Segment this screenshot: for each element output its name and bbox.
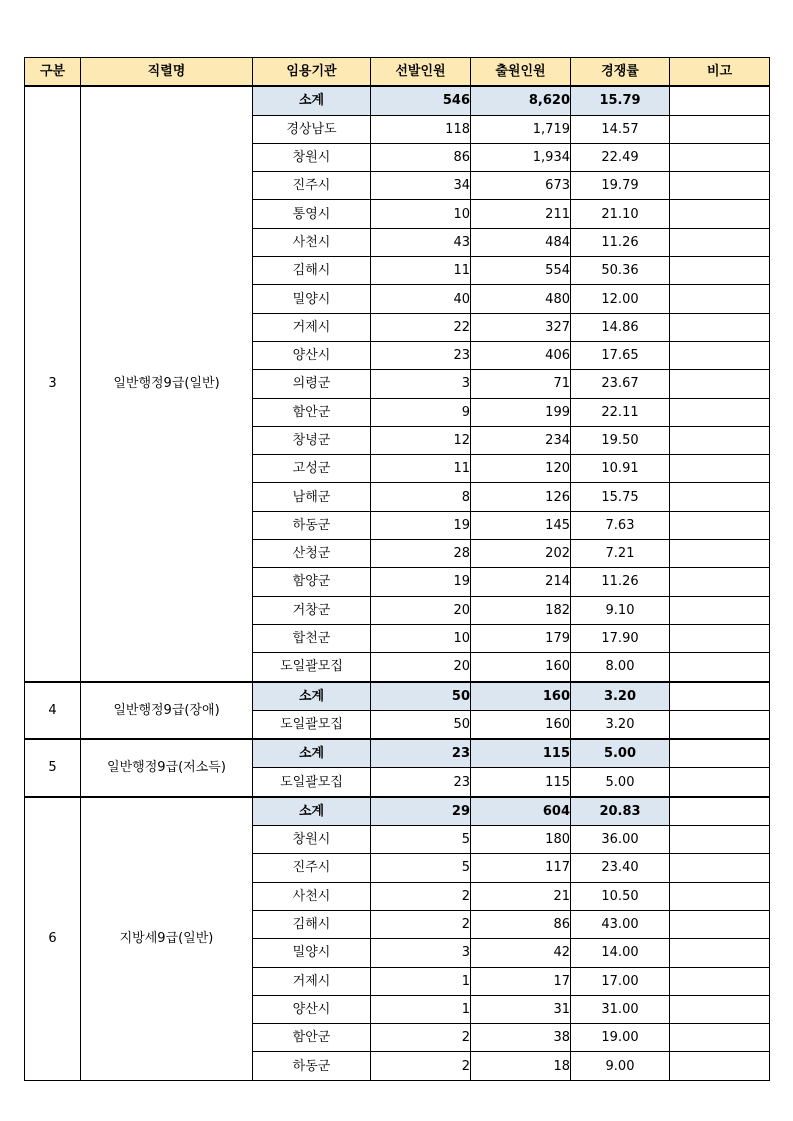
remarks-cell bbox=[670, 739, 770, 768]
selected-count-cell: 29 bbox=[371, 797, 471, 826]
applicant-count-cell: 1,934 bbox=[471, 143, 571, 171]
applicant-count-cell: 17 bbox=[471, 967, 571, 995]
competition-rate-cell: 19.00 bbox=[571, 1024, 670, 1052]
category-number: 6 bbox=[25, 797, 81, 1080]
applicant-count-cell: 199 bbox=[471, 398, 571, 426]
applicant-count-cell: 8,620 bbox=[471, 86, 571, 115]
selected-count-cell: 11 bbox=[371, 257, 471, 285]
remarks-cell bbox=[670, 596, 770, 624]
selected-count-cell: 50 bbox=[371, 710, 471, 739]
applicant-count-cell: 115 bbox=[471, 739, 571, 768]
applicant-count-cell: 145 bbox=[471, 511, 571, 539]
recruitment-table bbox=[24, 57, 770, 1081]
applicant-count-cell: 202 bbox=[471, 540, 571, 568]
selected-count-cell: 19 bbox=[371, 568, 471, 596]
remarks-cell bbox=[670, 86, 770, 115]
remarks-cell bbox=[670, 115, 770, 143]
applicant-count-cell: 406 bbox=[471, 341, 571, 369]
remarks-cell bbox=[670, 540, 770, 568]
remarks-cell bbox=[670, 768, 770, 797]
remarks-cell bbox=[670, 426, 770, 454]
remarks-cell bbox=[670, 995, 770, 1023]
remarks-cell bbox=[670, 682, 770, 711]
agency-cell: 사천시 bbox=[253, 882, 371, 910]
header-row bbox=[25, 58, 770, 87]
remarks-cell bbox=[670, 624, 770, 652]
agency-cell: 거제시 bbox=[253, 313, 371, 341]
selected-count-cell: 11 bbox=[371, 455, 471, 483]
applicant-count-cell: 160 bbox=[471, 710, 571, 739]
competition-rate-cell: 19.50 bbox=[571, 426, 670, 454]
selected-count-cell: 19 bbox=[371, 511, 471, 539]
selected-count-cell: 2 bbox=[371, 910, 471, 938]
remarks-cell bbox=[670, 882, 770, 910]
remarks-cell bbox=[670, 910, 770, 938]
selected-count-cell: 8 bbox=[371, 483, 471, 511]
competition-rate-cell: 17.90 bbox=[571, 624, 670, 652]
competition-rate-cell: 14.00 bbox=[571, 939, 670, 967]
agency-cell: 합천군 bbox=[253, 624, 371, 652]
remarks-cell bbox=[670, 854, 770, 882]
selected-count-cell: 20 bbox=[371, 596, 471, 624]
agency-cell: 거창군 bbox=[253, 596, 371, 624]
selected-count-cell: 23 bbox=[371, 739, 471, 768]
remarks-cell bbox=[670, 1052, 770, 1080]
agency-cell: 사천시 bbox=[253, 228, 371, 256]
competition-rate-cell: 12.00 bbox=[571, 285, 670, 313]
competition-rate-cell: 17.00 bbox=[571, 967, 670, 995]
applicant-count-cell: 126 bbox=[471, 483, 571, 511]
remarks-cell bbox=[670, 370, 770, 398]
agency-cell: 하동군 bbox=[253, 1052, 371, 1080]
applicant-count-cell: 115 bbox=[471, 768, 571, 797]
agency-cell: 소계 bbox=[253, 739, 371, 768]
remarks-cell bbox=[670, 200, 770, 228]
applicant-count-cell: 480 bbox=[471, 285, 571, 313]
competition-rate-cell: 19.79 bbox=[571, 172, 670, 200]
remarks-cell bbox=[670, 483, 770, 511]
competition-rate-cell: 31.00 bbox=[571, 995, 670, 1023]
agency-cell: 함안군 bbox=[253, 1024, 371, 1052]
selected-count-cell: 2 bbox=[371, 1024, 471, 1052]
applicant-count-cell: 327 bbox=[471, 313, 571, 341]
header-applicant-count: 출원인원 bbox=[471, 58, 571, 87]
agency-cell: 도일괄모집 bbox=[253, 710, 371, 739]
selected-count-cell: 50 bbox=[371, 682, 471, 711]
subtotal-row bbox=[25, 739, 770, 768]
category-number: 3 bbox=[25, 86, 81, 681]
remarks-cell bbox=[670, 313, 770, 341]
applicant-count-cell: 554 bbox=[471, 257, 571, 285]
applicant-count-cell: 214 bbox=[471, 568, 571, 596]
competition-rate-cell: 22.49 bbox=[571, 143, 670, 171]
category-number: 5 bbox=[25, 739, 81, 797]
job-series-name: 지방세9급(일반) bbox=[81, 797, 253, 1080]
competition-rate-cell: 7.21 bbox=[571, 540, 670, 568]
agency-cell: 거제시 bbox=[253, 967, 371, 995]
competition-rate-cell: 43.00 bbox=[571, 910, 670, 938]
remarks-cell bbox=[670, 939, 770, 967]
applicant-count-cell: 86 bbox=[471, 910, 571, 938]
selected-count-cell: 10 bbox=[371, 200, 471, 228]
applicant-count-cell: 1,719 bbox=[471, 115, 571, 143]
agency-cell: 밀양시 bbox=[253, 939, 371, 967]
selected-count-cell: 5 bbox=[371, 826, 471, 854]
agency-cell: 도일괄모집 bbox=[253, 768, 371, 797]
applicant-count-cell: 160 bbox=[471, 653, 571, 682]
agency-cell: 창원시 bbox=[253, 826, 371, 854]
competition-rate-cell: 11.26 bbox=[571, 568, 670, 596]
job-series-name: 일반행정9급(장애) bbox=[81, 682, 253, 740]
subtotal-row bbox=[25, 86, 770, 115]
subtotal-row bbox=[25, 682, 770, 711]
remarks-cell bbox=[670, 341, 770, 369]
selected-count-cell: 3 bbox=[371, 370, 471, 398]
applicant-count-cell: 18 bbox=[471, 1052, 571, 1080]
table-body bbox=[25, 86, 770, 1080]
agency-cell: 경상남도 bbox=[253, 115, 371, 143]
remarks-cell bbox=[670, 967, 770, 995]
header-remarks: 비고 bbox=[670, 58, 770, 87]
remarks-cell bbox=[670, 172, 770, 200]
selected-count-cell: 43 bbox=[371, 228, 471, 256]
agency-cell: 고성군 bbox=[253, 455, 371, 483]
subtotal-row bbox=[25, 797, 770, 826]
agency-cell: 도일괄모집 bbox=[253, 653, 371, 682]
remarks-cell bbox=[670, 710, 770, 739]
applicant-count-cell: 179 bbox=[471, 624, 571, 652]
applicant-count-cell: 38 bbox=[471, 1024, 571, 1052]
applicant-count-cell: 160 bbox=[471, 682, 571, 711]
selected-count-cell: 9 bbox=[371, 398, 471, 426]
selected-count-cell: 10 bbox=[371, 624, 471, 652]
competition-rate-cell: 22.11 bbox=[571, 398, 670, 426]
competition-rate-cell: 14.86 bbox=[571, 313, 670, 341]
applicant-count-cell: 180 bbox=[471, 826, 571, 854]
selected-count-cell: 1 bbox=[371, 995, 471, 1023]
remarks-cell bbox=[670, 653, 770, 682]
selected-count-cell: 34 bbox=[371, 172, 471, 200]
applicant-count-cell: 31 bbox=[471, 995, 571, 1023]
agency-cell: 진주시 bbox=[253, 854, 371, 882]
remarks-cell bbox=[670, 826, 770, 854]
applicant-count-cell: 484 bbox=[471, 228, 571, 256]
agency-cell: 진주시 bbox=[253, 172, 371, 200]
agency-cell: 소계 bbox=[253, 86, 371, 115]
competition-rate-cell: 23.40 bbox=[571, 854, 670, 882]
agency-cell: 양산시 bbox=[253, 341, 371, 369]
agency-cell: 통영시 bbox=[253, 200, 371, 228]
competition-rate-cell: 3.20 bbox=[571, 710, 670, 739]
remarks-cell bbox=[670, 143, 770, 171]
remarks-cell bbox=[670, 398, 770, 426]
remarks-cell bbox=[670, 455, 770, 483]
competition-rate-cell: 11.26 bbox=[571, 228, 670, 256]
agency-cell: 의령군 bbox=[253, 370, 371, 398]
applicant-count-cell: 182 bbox=[471, 596, 571, 624]
agency-cell: 하동군 bbox=[253, 511, 371, 539]
competition-rate-cell: 14.57 bbox=[571, 115, 670, 143]
selected-count-cell: 86 bbox=[371, 143, 471, 171]
agency-cell: 창녕군 bbox=[253, 426, 371, 454]
selected-count-cell: 23 bbox=[371, 768, 471, 797]
competition-rate-cell: 23.67 bbox=[571, 370, 670, 398]
competition-rate-cell: 20.83 bbox=[571, 797, 670, 826]
applicant-count-cell: 42 bbox=[471, 939, 571, 967]
selected-count-cell: 2 bbox=[371, 882, 471, 910]
applicant-count-cell: 71 bbox=[471, 370, 571, 398]
competition-rate-cell: 3.20 bbox=[571, 682, 670, 711]
agency-cell: 남해군 bbox=[253, 483, 371, 511]
applicant-count-cell: 117 bbox=[471, 854, 571, 882]
applicant-count-cell: 120 bbox=[471, 455, 571, 483]
applicant-count-cell: 21 bbox=[471, 882, 571, 910]
remarks-cell bbox=[670, 568, 770, 596]
selected-count-cell: 5 bbox=[371, 854, 471, 882]
header-competition-rate: 경쟁률 bbox=[571, 58, 670, 87]
competition-rate-cell: 9.00 bbox=[571, 1052, 670, 1080]
job-series-name: 일반행정9급(저소득) bbox=[81, 739, 253, 797]
competition-rate-cell: 15.75 bbox=[571, 483, 670, 511]
agency-cell: 소계 bbox=[253, 682, 371, 711]
job-series-name: 일반행정9급(일반) bbox=[81, 86, 253, 681]
competition-rate-cell: 10.91 bbox=[571, 455, 670, 483]
competition-rate-cell: 9.10 bbox=[571, 596, 670, 624]
applicant-count-cell: 211 bbox=[471, 200, 571, 228]
selected-count-cell: 3 bbox=[371, 939, 471, 967]
selected-count-cell: 546 bbox=[371, 86, 471, 115]
competition-rate-cell: 50.36 bbox=[571, 257, 670, 285]
selected-count-cell: 12 bbox=[371, 426, 471, 454]
agency-cell: 김해시 bbox=[253, 910, 371, 938]
agency-cell: 밀양시 bbox=[253, 285, 371, 313]
competition-rate-cell: 8.00 bbox=[571, 653, 670, 682]
applicant-count-cell: 604 bbox=[471, 797, 571, 826]
selected-count-cell: 20 bbox=[371, 653, 471, 682]
competition-rate-cell: 5.00 bbox=[571, 768, 670, 797]
applicant-count-cell: 673 bbox=[471, 172, 571, 200]
agency-cell: 산청군 bbox=[253, 540, 371, 568]
competition-rate-cell: 5.00 bbox=[571, 739, 670, 768]
header-agency: 임용기관 bbox=[253, 58, 371, 87]
competition-rate-cell: 17.65 bbox=[571, 341, 670, 369]
selected-count-cell: 40 bbox=[371, 285, 471, 313]
competition-rate-cell: 21.10 bbox=[571, 200, 670, 228]
competition-rate-cell: 10.50 bbox=[571, 882, 670, 910]
selected-count-cell: 22 bbox=[371, 313, 471, 341]
remarks-cell bbox=[670, 285, 770, 313]
competition-rate-cell: 7.63 bbox=[571, 511, 670, 539]
category-number: 4 bbox=[25, 682, 81, 740]
remarks-cell bbox=[670, 511, 770, 539]
remarks-cell bbox=[670, 797, 770, 826]
remarks-cell bbox=[670, 1024, 770, 1052]
selected-count-cell: 118 bbox=[371, 115, 471, 143]
remarks-cell bbox=[670, 228, 770, 256]
header-job-series: 직렬명 bbox=[81, 58, 253, 87]
header-selected-count: 선발인원 bbox=[371, 58, 471, 87]
selected-count-cell: 2 bbox=[371, 1052, 471, 1080]
selected-count-cell: 23 bbox=[371, 341, 471, 369]
agency-cell: 양산시 bbox=[253, 995, 371, 1023]
agency-cell: 함안군 bbox=[253, 398, 371, 426]
header-category: 구분 bbox=[25, 58, 81, 87]
agency-cell: 김해시 bbox=[253, 257, 371, 285]
agency-cell: 함양군 bbox=[253, 568, 371, 596]
competition-rate-cell: 15.79 bbox=[571, 86, 670, 115]
agency-cell: 창원시 bbox=[253, 143, 371, 171]
selected-count-cell: 28 bbox=[371, 540, 471, 568]
competition-rate-cell: 36.00 bbox=[571, 826, 670, 854]
remarks-cell bbox=[670, 257, 770, 285]
applicant-count-cell: 234 bbox=[471, 426, 571, 454]
selected-count-cell: 1 bbox=[371, 967, 471, 995]
agency-cell: 소계 bbox=[253, 797, 371, 826]
